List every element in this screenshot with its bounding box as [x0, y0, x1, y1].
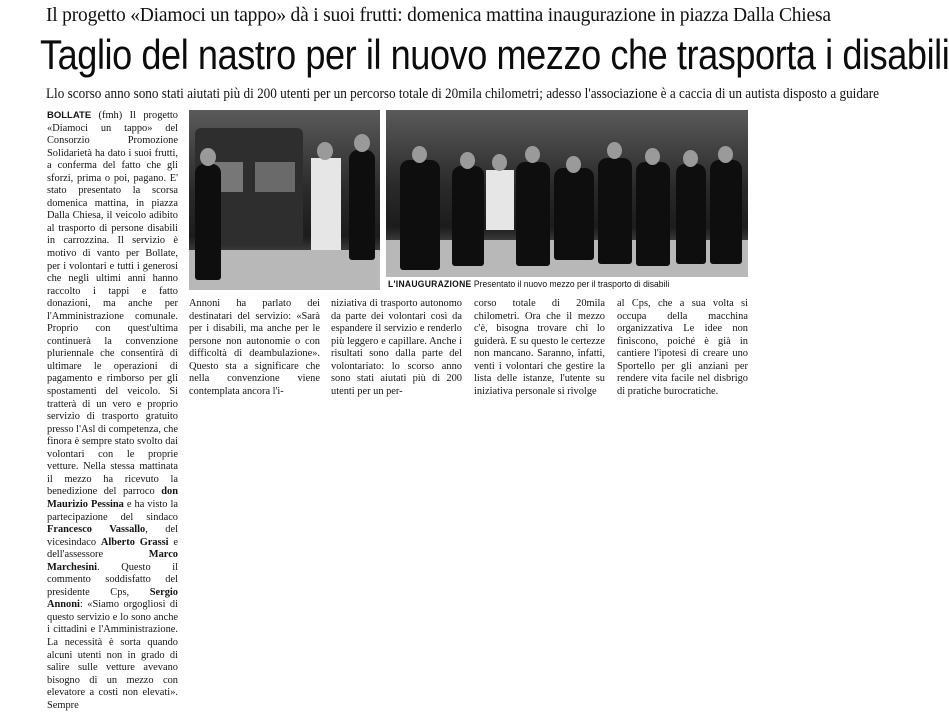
article-column-3	[331, 298, 462, 397]
name-president: Sergio Annoni	[47, 586, 178, 611]
deck-subheadline: Llo scorso anno sono stati aiutati più di 200 utenti per un percorso totale di 20mila chilometri; adesso l'associazione è a caccia di un autista disposto a guidare	[46, 86, 880, 102]
dateline: BOLLATE	[47, 110, 92, 121]
article-column-4	[474, 298, 605, 397]
article-text-1e: . Questo il commento soddisfatto del presidente Cps,	[47, 561, 178, 598]
caption-text: Presentato il nuovo mezzo per il trasporto di disabili	[473, 279, 670, 290]
article-column-1	[47, 110, 178, 711]
photo-group-inauguration	[386, 110, 748, 277]
article-text-1f: : «Siamo orgogliosi di questo servizio e lo sono anche i cittadini e l'Amministrazione. La necessità è sorta quando alcuni utenti non in grado di salire sulle vetture avevano bisogno di un mezzo con elevatore a costi non elevati». Sempre	[47, 599, 178, 711]
kicker: Il progetto «Diamoci un tappo» dà i suoi frutti: domenica mattina inaugurazione in piazza Dalla Chiesa	[46, 5, 831, 26]
article-text-4: corso totale di 20mila chilometri. Ora che il mezzo c'è, bisogna trovare chi lo guiderà. E su questo le certezze non mancano. Saranno, infatti, venti i volontari che gestire la lista delle istanze, l'utente su iniziativa personale si rivolge	[474, 298, 605, 397]
photo-van-blessing	[189, 110, 380, 290]
article-text-1a: Il progetto «Diamoci un tappo» del Consorzio Promozione Solidarietà ha dato i suoi frutti, a conferma del fatto che gli sforzi, prima o poi, pagano. E' stato presentato la scorsa domenica mattina, in piazza Dalla Chiesa, il veicolo adibito al trasporto di persone disabili in carrozzina. Il servizio è motivo di vanto per Bollate, per i volontari e tutti i generosi che negli ultimi anni hanno raccolto i tappi e fatto donazioni, ma anche per l'Amministrazione comunale. Proprio con quest'ultima continuerà la convenzione pluriennale che consentirà di ultimare le operazioni di pagamento e rimborso per gli spostamenti del veicolo. Si tratterà di un vero e proprio servizio di trasporto gratuito presso l'Asl di competenza, che finora è sempre stato svolto dai volontari con le proprie vetture. Nella stessa mattinata il mezzo ha ricevuto la benedizione del parroco	[47, 110, 178, 498]
photo-caption	[388, 278, 712, 292]
article-text-1d: e dell'assessore	[47, 536, 178, 561]
article-column-5	[617, 298, 748, 397]
article-text-1c: , del vicesindaco	[47, 524, 178, 548]
headline: Taglio del nastro per il nuovo mezzo che trasporta i disabili	[40, 31, 949, 78]
article-text-2: Annoni ha parlato dei destinatari del servizio: «Sarà per i disabili, ma anche per le persone non autonomie o con difficoltà di deambulazione». Questo sta a significare che nella convenzione viene contemplata ancora l'i-	[189, 298, 320, 397]
article-text-5: al Cps, che a sua volta si occupa della macchina organizzativa Le idee non finiscono, poiché è già in cantiere l'ipotesi di creare uno Sportello per gli anziani per rendere vita facile nel disbrigo di pratiche burocratiche.	[617, 298, 748, 397]
byline: (fmh)	[98, 110, 123, 121]
article-column-2	[189, 298, 320, 397]
caption-tag: L'INAUGURAZIONE	[388, 279, 472, 290]
name-mayor: Francesco Vassallo	[47, 524, 146, 536]
name-priest: don Maurizio Pessina	[47, 486, 178, 510]
name-vice-mayor: Alberto Grassi	[100, 536, 169, 548]
article-text-1b: e ha visto la partecipazione del sindaco	[47, 498, 178, 523]
article-text-3: niziativa di trasporto autonomo da parte dei volontari così da espandere il servizio e renderlo più leggero e capillare. Anche i risultati sono dalla parte del volontariato: lo scorso anno sono stati aiutati più di 200 utenti per un per-	[331, 298, 462, 397]
name-councillor: Marco Marchesini	[47, 549, 178, 573]
